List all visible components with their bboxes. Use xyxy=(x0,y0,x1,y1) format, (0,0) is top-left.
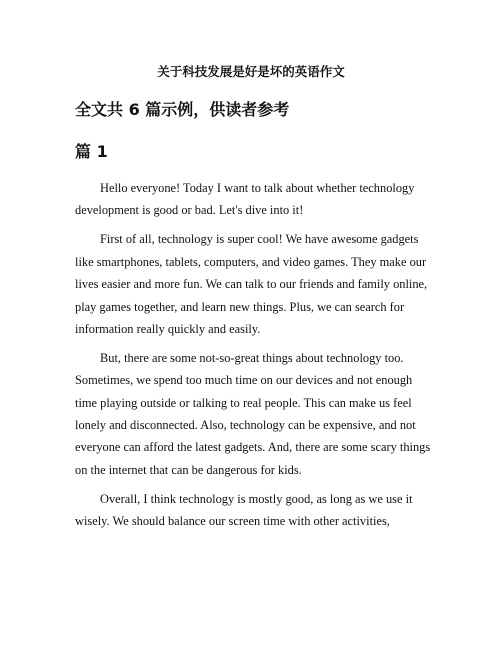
paragraph-1: Hello everyone! Today I want to talk about whether technology development is good or bad. Let's dive into it! xyxy=(75,181,415,218)
document-title: 关于科技发展是好是坏的英语作文 xyxy=(157,64,345,79)
section-heading: 篇 1 xyxy=(75,142,108,161)
paragraph-3: But, there are some not-so-great things about technology too. Sometimes, we spend too much time on our devices and not enough time playing outside or talking to real people. This can make us feel lonely and disconnected. Also, technology can be expensive, and not everyone can afford the latest gadgets. And, there are some scary things on the internet that can be dangerous for kids. xyxy=(75,350,431,477)
essay-body xyxy=(75,177,433,539)
paragraph-4: Overall, I think technology is mostly good, as long as we use it wisely. We should balance our screen time with other activities, xyxy=(75,491,413,529)
document-subtitle: 全文共 6 篇示例，供读者参考 xyxy=(75,100,290,119)
paragraph-2: First of all, technology is super cool! We have awesome gadgets like smartphones, tablets, computers, and video games. They make our lives easier and more fun. We can talk to our friends and family online, play games together, and learn new things. Plus, we can search for information really quickly and easily. xyxy=(75,232,428,336)
